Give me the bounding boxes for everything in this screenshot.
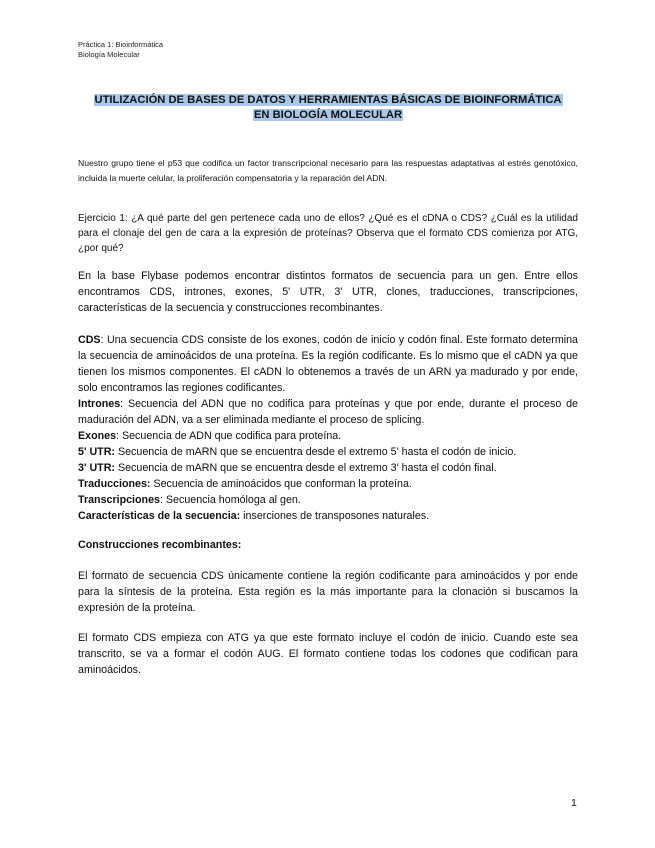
definition-5utr bbox=[78, 444, 578, 460]
definition-traducciones bbox=[78, 476, 578, 492]
definition-text: Secuencia de mARN que se encuentra desde el extremo 5' hasta el codón de inicio. bbox=[114, 446, 517, 458]
definition-text: : Secuencia del ADN que no codifica para proteínas y que por ende, durante el proceso de maduración del ADN, va a ser eliminada mediante el proceso de splicing. bbox=[78, 398, 578, 426]
constructions-heading: Construcciones recombinantes: bbox=[78, 539, 242, 551]
flybase-paragraph: En la base Flybase podemos encontrar distintos formatos de secuencia para un gen. Entre ellos encontramos CDS, intrones, exones, 5' UTR, 3' UTR, clones, traducciones, transcripciones, características de la secuencia y construcciones recombinantes. bbox=[78, 270, 578, 314]
definition-text: : Secuencia de ADN que codifica para proteína. bbox=[116, 430, 342, 442]
definition-text: : Una secuencia CDS consiste de los exones, codón de inicio y codón final. Este formato determina la secuencia de aminoácidos de una proteína. Es la región codificante. Es lo mismo que el cADN ya que tienen los mismos componentes. El cADN lo obtenemos a través de un ARN ya madurado y por ende, solo encontramos las regiones codificantes. bbox=[78, 334, 578, 394]
definition-exones bbox=[78, 428, 578, 444]
definition-term: Traducciones: bbox=[78, 478, 151, 490]
header-subject-line: Biología Molecular bbox=[78, 50, 140, 59]
page-header bbox=[78, 40, 163, 60]
definition-transcripciones bbox=[78, 492, 578, 508]
atg-paragraph: El formato CDS empieza con ATG ya que este formato incluye el codón de inicio. Cuando este sea transcrito, se va a formar el codón AUG. El formato contiene todas los codones que codifican para aminoácidos. bbox=[78, 632, 578, 676]
definition-term: CDS bbox=[78, 334, 101, 346]
definition-term: 3' UTR: bbox=[78, 462, 115, 474]
definition-3utr bbox=[78, 460, 578, 476]
definition-term: Intrones bbox=[78, 398, 121, 410]
definition-term: Exones bbox=[78, 430, 117, 442]
title-line-2: EN BIOLOGÍA MOLECULAR bbox=[253, 109, 403, 121]
definition-intrones bbox=[78, 396, 578, 428]
definition-text: inserciones de transposones naturales. bbox=[240, 510, 430, 522]
definition-term: Transcripciones bbox=[78, 494, 160, 506]
exercise-1-question: Ejercicio 1: ¿A qué parte del gen pertenece cada uno de ellos? ¿Qué es el cDNA o CDS? ¿Cuál es la utilidad para el clonaje del gen de cara a la expresión de proteínas? Observa que el formato CDS comienza por ATG, ¿por qué? bbox=[78, 213, 578, 254]
definition-text: : Secuencia homóloga al gen. bbox=[159, 494, 301, 506]
document-title bbox=[78, 93, 578, 123]
definition-caracteristicas bbox=[78, 508, 578, 524]
page-number: 1 bbox=[571, 797, 577, 809]
definition-term: 5' UTR: bbox=[78, 446, 115, 458]
definition-term: Características de la secuencia: bbox=[78, 510, 241, 522]
title-line-1: UTILIZACIÓN DE BASES DE DATOS Y HERRAMIENTAS BÁSICAS DE BIOINFORMÁTICA bbox=[94, 94, 562, 106]
definition-text: Secuencia de mARN que se encuentra desde el extremo 3' hasta el codón final. bbox=[114, 462, 497, 474]
cds-region-paragraph: El formato de secuencia CDS únicamente contiene la región codificante para aminoácidos y por ende para la síntesis de la proteína. Esta región es la más importante para la clonación si buscamos la expresión de la proteína. bbox=[78, 570, 578, 614]
header-course-line: Práctica 1: Bioinformática bbox=[78, 40, 164, 49]
definitions-list bbox=[78, 332, 578, 524]
intro-paragraph: Nuestro grupo tiene el p53 que codifica un factor transcripcional necesario para las respuestas adaptativas al estrés genotóxico, incluida la muerte celular, la proliferación compensatoria y la reparación del ADN. bbox=[78, 158, 578, 183]
definition-cds bbox=[78, 332, 578, 396]
definition-text: Secuencia de aminoácidos que conforman la proteína. bbox=[150, 478, 412, 490]
